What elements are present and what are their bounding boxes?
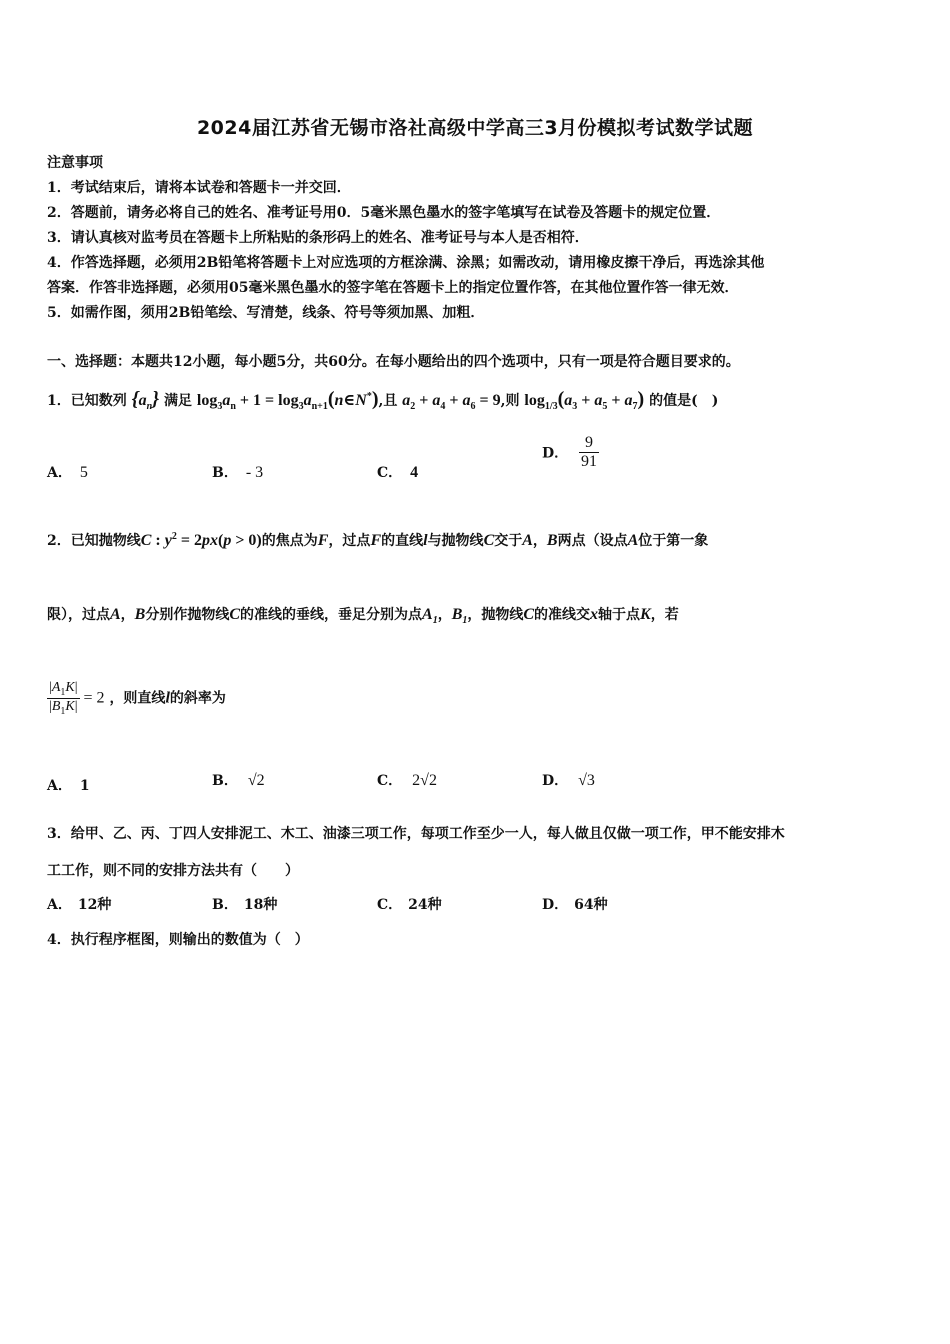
notice-item: 1．考试结束后，请将本试卷和答题卡一并交回． <box>47 180 351 196</box>
q2-option-c[interactable]: C． 2√2 <box>377 772 437 789</box>
q4-stem: 4．执行程序框图，则输出的数值为（ ） <box>47 932 309 948</box>
q2-stem-line3: $\frac{|A_1K|}{|B_1K|}$ = 2 ，则直线l的斜率为 <box>49 680 226 717</box>
q1-option-b[interactable]: B． - 3 <box>212 464 264 481</box>
q3-option-b[interactable]: B． 18种 <box>212 897 278 913</box>
page-title: 2024届江苏省无锡市洛社高级中学高三3月份模拟考试数学试题 <box>196 117 754 139</box>
q3-option-c[interactable]: C． 24种 <box>377 897 442 913</box>
q3-stem-line2: 工工作，则不同的安排方法共有（ ） <box>47 863 299 879</box>
q1-stem: 1．已知数列 $\{a_n\}$ 满足 $\log_3a_n + 1$ = $\log_3a_{n+1}(n\in N^*)$,且 $a_2 + a_4 + a_6 = 9$,则 $\log_{1/3}(a_3 + a_5 + a_7)$ 的值是( ) <box>47 388 719 412</box>
q2-option-d[interactable]: D． √3 <box>542 772 595 789</box>
q2-stem-line1: 2．已知抛物线C : $y^2 = 2px(p > 0)$的焦点为F，过点F的直线l与抛物线C交于A，B两点（设点A位于第一象 <box>47 531 709 549</box>
q2-option-a[interactable]: A． 1 <box>47 778 90 794</box>
q3-stem-line1: 3．给甲、乙、丙、丁四人安排泥工、木工、油漆三项工作，每项工作至少一人，每人做且仅做一项工作，甲不能安排木 <box>47 826 785 842</box>
q1-option-d[interactable]: D． $\frac{9}{91}$ <box>542 434 598 470</box>
fraction-ratio: $\frac{|A_1K|}{|B_1K|}$ <box>49 680 78 717</box>
notice-item: 2．答题前，请务必将自己的姓名、准考证号用0．5毫米黑色墨水的签字笔填写在试卷及答题卡的规定位置． <box>47 205 721 221</box>
q2-option-b[interactable]: B． √2 <box>212 772 265 789</box>
formula-log-relation: $\log_3a_n + 1$ = $\log_3a_{n+1}(n\in N^*)$ <box>196 388 379 412</box>
q1-option-c[interactable]: C． 4 <box>377 464 419 481</box>
notice-item: 5．如需作图，须用2B铅笔绘、写清楚，线条、符号等须加黑、加粗． <box>47 305 485 321</box>
notice-heading: 注意事项 <box>47 155 103 171</box>
notice-item: 答案．作答非选择题，必须用05毫米黑色墨水的签字笔在答题卡上的指定位置作答，在其他位置作答一律无效． <box>47 280 739 296</box>
fraction-9-91: $\frac{9}{91}$ <box>581 434 598 470</box>
notice-item: 3．请认真核对监考员在答题卡上所粘贴的条形码上的姓名、准考证号与本人是否相符． <box>47 230 589 246</box>
formula-target-log: $\log_{1/3}(a_3 + a_5 + a_7)$ <box>524 388 645 412</box>
q2-stem-line2: 限），过点A，B分别作抛物线C的准线的垂线，垂足分别为点$A_1$，$B_1$，抛物线C的准线交x轴于点K，若 <box>47 606 679 626</box>
formula-sequence: $\{a_n\}$ <box>131 388 160 412</box>
notice-item: 4．作答选择题，必须用2B铅笔将答题卡上对应选项的方框涂满、涂黑；如需改动，请用橡皮擦干净后，再选涂其他 <box>47 255 765 271</box>
section-heading: 一、选择题：本题共12小题，每小题5分，共60分。在每小题给出的四个选项中，只有一项是符合题目要求的。 <box>47 354 740 370</box>
q3-option-a[interactable]: A． 12种 <box>47 897 112 913</box>
formula-parabola: C : $y^2 = 2px(p > 0)$ <box>140 531 262 549</box>
q1-option-a[interactable]: A． 5 <box>47 464 88 481</box>
q3-option-d[interactable]: D． 64种 <box>542 897 608 913</box>
formula-sum: $a_2 + a_4 + a_6 = 9$ <box>402 392 501 412</box>
